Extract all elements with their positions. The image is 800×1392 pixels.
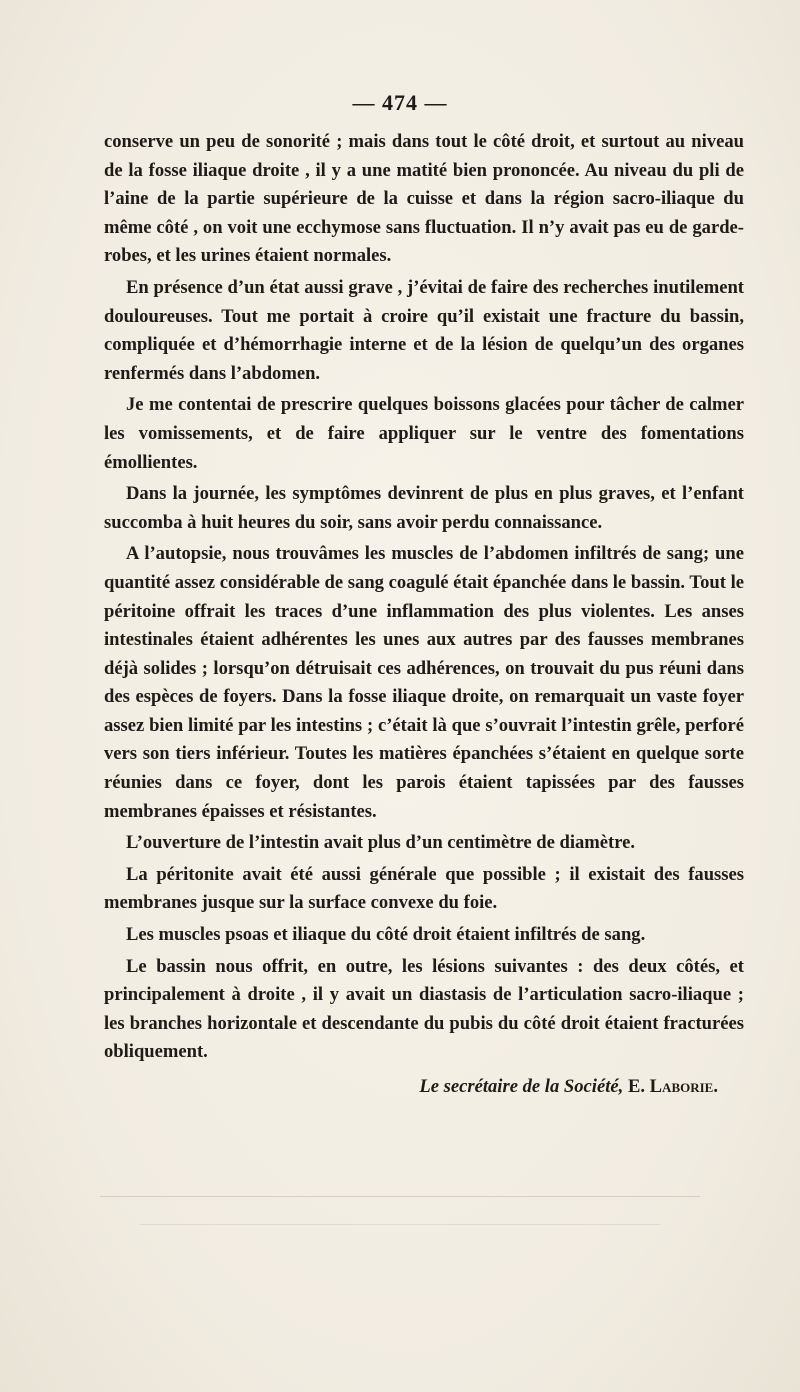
paragraph: Je me contentai de prescrire quelques boissons glacées pour tâcher de calmer les vomissements, et de faire appliquer sur le ventre des fomentations émollientes. bbox=[104, 394, 744, 473]
signature-role: Le secrétaire de la Société, bbox=[419, 1076, 624, 1097]
bleed-through-line bbox=[100, 1196, 700, 1197]
paragraph: En présence d’un état aussi grave , j’évitai de faire des recherches inutilement douloureuses. Tout me portait à croire qu’il existait une fracture du bassin, compliquée et d’hémorrhagie interne et de la lésion de quelqu’un des organes renfermés dans l’abdomen. bbox=[104, 276, 744, 384]
paragraph: La péritonite avait été aussi générale que possible ; il existait des fausses membranes jusque sur la surface convexe du foie. bbox=[104, 863, 744, 914]
paragraph: Dans la journée, les symptômes devinrent de plus en plus graves, et l’enfant succomba à huit heures du soir, sans avoir perdu connaissance. bbox=[104, 483, 744, 533]
paragraph: L’ouverture de l’intestin avait plus d’un centimètre de diamètre. bbox=[126, 832, 636, 854]
body-text bbox=[104, 128, 744, 1102]
signature-name: E. Laborie. bbox=[627, 1076, 718, 1097]
paragraph: Le bassin nous offrit, en outre, les lésions suivantes : des deux côtés, et principalement à droite , il y avait un diastasis de l’articulation sacro-iliaque ; les branches horizontale et descendante du pubis du côté droit étaient fracturées obliquement. bbox=[104, 955, 744, 1063]
bleed-through-line bbox=[140, 1224, 660, 1225]
paragraph: A l’autopsie, nous trouvâmes les muscles de l’abdomen infiltrés de sang; une quantité assez considérable de sang coagulé était épanchée dans le bassin. Tout le péritoine offrait les traces d’une inflammation des plus violentes. Les anses intestinales étaient adhérentes les unes aux autres par des fausses membranes déjà solides ; lorsqu’on détruisait ces adhérences, on trouvait du pus réuni dans des espèces de foyers. Dans la fosse iliaque droite, on remarquait un vaste foyer assez bien limité par les intestins ; c’était là que s’ouvrait l’intestin grêle, perforé vers son tiers inférieur. Toutes les matières épanchées s’étaient en quelque sorte réunies dans ce foyer, dont les parois étaient tapissées par des fausses membranes épaisses et résistantes. bbox=[104, 543, 744, 822]
paragraph: Les muscles psoas et iliaque du côté droit étaient infiltrés de sang. bbox=[126, 924, 646, 946]
signature bbox=[104, 1073, 744, 1102]
paragraph: conserve un peu de sonorité ; mais dans tout le côté droit, et surtout au niveau de la fosse iliaque droite , il y a une matité bien prononcée. Au niveau du pli de l’aine de la partie supérieure de la cuisse et dans la région sacro-iliaque du même côté , on voit une ecchymose sans fluctuation. Il n’y avait pas eu de garde-robes, et les urines étaient normales. bbox=[104, 131, 744, 267]
page-number: — 474 — bbox=[352, 90, 448, 115]
